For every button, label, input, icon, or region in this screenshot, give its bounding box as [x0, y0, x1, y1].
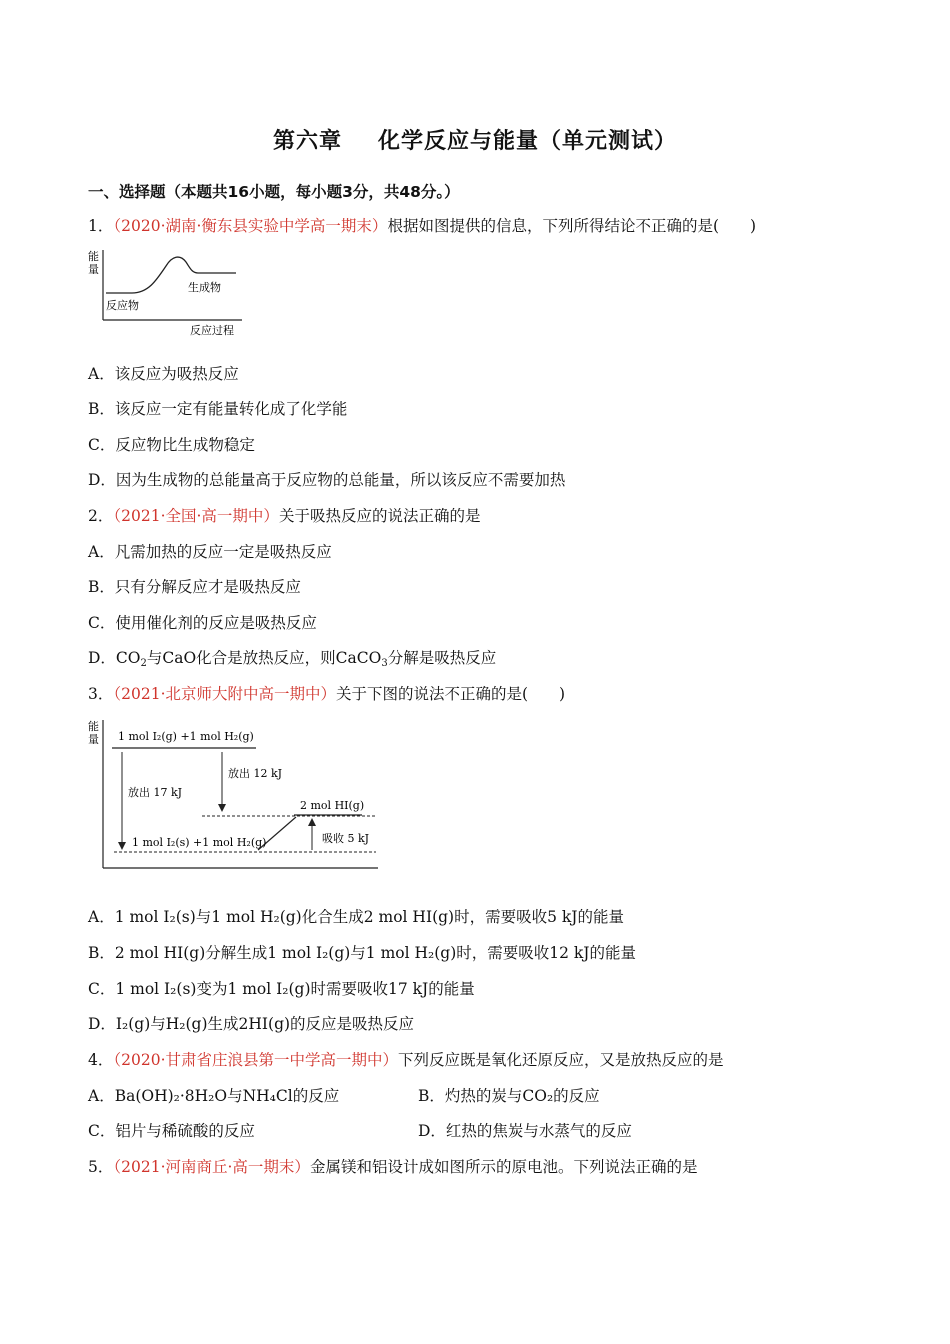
y-axis-label-1: 能 — [88, 250, 99, 263]
option-b: B．灼热的炭与CO₂的反应 — [418, 1087, 600, 1105]
option-c: C．使用催化剂的反应是吸热反应 — [88, 614, 317, 632]
option-a: A．Ba(OH)₂·8H₂O与NH₄Cl的反应 — [88, 1087, 340, 1105]
option-d-text-1: D．CO — [88, 649, 141, 667]
page-title — [0, 124, 950, 155]
x-axis-label: 反应过程 — [190, 324, 234, 337]
release-17-arrowhead — [118, 842, 126, 850]
question-number: 4． — [88, 1051, 114, 1069]
option-d: D．I₂(g)与H₂(g)生成2HI(g)的反应是吸热反应 — [88, 1015, 415, 1033]
question-text: 金属镁和铝设计成如图所示的原电池。下列说法正确的是 — [309, 1158, 698, 1176]
question-source: （2021·河南商丘·高一期末） — [113, 1158, 310, 1176]
question-4-stem — [88, 1049, 724, 1071]
option-d-text-3: 分解是吸热反应 — [387, 649, 497, 667]
question-text: 下列反应既是氧化还原反应，又是放热反应的是 — [398, 1051, 724, 1069]
y-axis-label-2: 量 — [88, 263, 99, 276]
option-b: B．该反应一定有能量转化成了化学能 — [88, 400, 348, 418]
option-c: C．铝片与稀硫酸的反应 — [88, 1122, 255, 1140]
top-level-label: 1 mol I₂(g) +1 mol H₂(g) — [118, 730, 254, 743]
subscript-3: 3 — [381, 658, 388, 669]
question-source: （2020·湖南·衡东县实验中学高一期末） — [113, 217, 388, 235]
bottom-level-label: 1 mol I₂(s) +1 mol H₂(g) — [132, 836, 267, 849]
option-d — [88, 647, 496, 669]
option-c: C．反应物比生成物稳定 — [88, 436, 255, 454]
question-number: 3． — [88, 685, 114, 703]
hi-level-label: 2 mol HI(g) — [300, 799, 365, 812]
iodine-hydrogen-energy-diagram — [86, 716, 382, 876]
reactant-label: 反应物 — [106, 299, 139, 312]
question-text: 关于吸热反应的说法正确的是 — [278, 507, 481, 525]
question-3-stem — [88, 683, 565, 705]
option-b: B．只有分解反应才是吸热反应 — [88, 578, 301, 596]
question-number: 2． — [88, 507, 114, 525]
section-heading: 一、选择题（本题共16小题，每小题3分，共48分。） — [88, 183, 460, 201]
y-axis-label-1: 能 — [88, 720, 99, 733]
option-c: C．1 mol I₂(s)变为1 mol I₂(g)时需要吸收17 kJ的能量 — [88, 980, 475, 998]
option-b: B．2 mol HI(g)分解生成1 mol I₂(g)与1 mol H₂(g)时，需要吸收12 kJ的能量 — [88, 944, 637, 962]
absorb-5-arrowhead — [308, 818, 316, 826]
question-1-stem — [88, 215, 756, 237]
product-label: 生成物 — [188, 281, 221, 294]
release-12-arrowhead — [218, 804, 226, 812]
energy-profile-diagram — [86, 246, 246, 340]
chapter-label: 第六章 — [272, 129, 342, 154]
option-a: A．该反应为吸热反应 — [88, 365, 239, 383]
question-number: 1． — [88, 217, 114, 235]
question-source: （2021·全国·高一期中） — [113, 507, 279, 525]
y-axis-label-2: 量 — [88, 733, 99, 746]
subscript-2: 2 — [140, 658, 147, 669]
option-a: A．凡需加热的反应一定是吸热反应 — [88, 543, 332, 561]
option-d: D．红热的焦炭与水蒸气的反应 — [418, 1122, 632, 1140]
option-a: A．1 mol I₂(s)与1 mol H₂(g)化合生成2 mol HI(g)时，需要吸收5 kJ的能量 — [88, 908, 624, 926]
option-d-text-2: 与CaO化合是放热反应，则CaCO — [146, 649, 382, 667]
question-text: 根据如图提供的信息，下列所得结论不正确的是( ) — [387, 217, 757, 235]
release-12-label: 放出 12 kJ — [228, 767, 283, 780]
question-number: 5． — [88, 1158, 114, 1176]
option-d: D．因为生成物的总能量高于反应物的总能量，所以该反应不需要加热 — [88, 471, 566, 489]
chapter-topic: 化学反应与能量（单元测试） — [378, 129, 678, 154]
question-text: 关于下图的说法不正确的是( ) — [336, 685, 566, 703]
question-5-stem — [88, 1156, 697, 1178]
question-source: （2021·北京师大附中高一期中） — [113, 685, 336, 703]
release-17-label: 放出 17 kJ — [128, 786, 183, 799]
question-2-stem — [88, 505, 480, 527]
absorb-5-label: 吸收 5 kJ — [322, 832, 370, 845]
question-source: （2020·甘肃省庄浪县第一中学高一期中） — [113, 1051, 398, 1069]
